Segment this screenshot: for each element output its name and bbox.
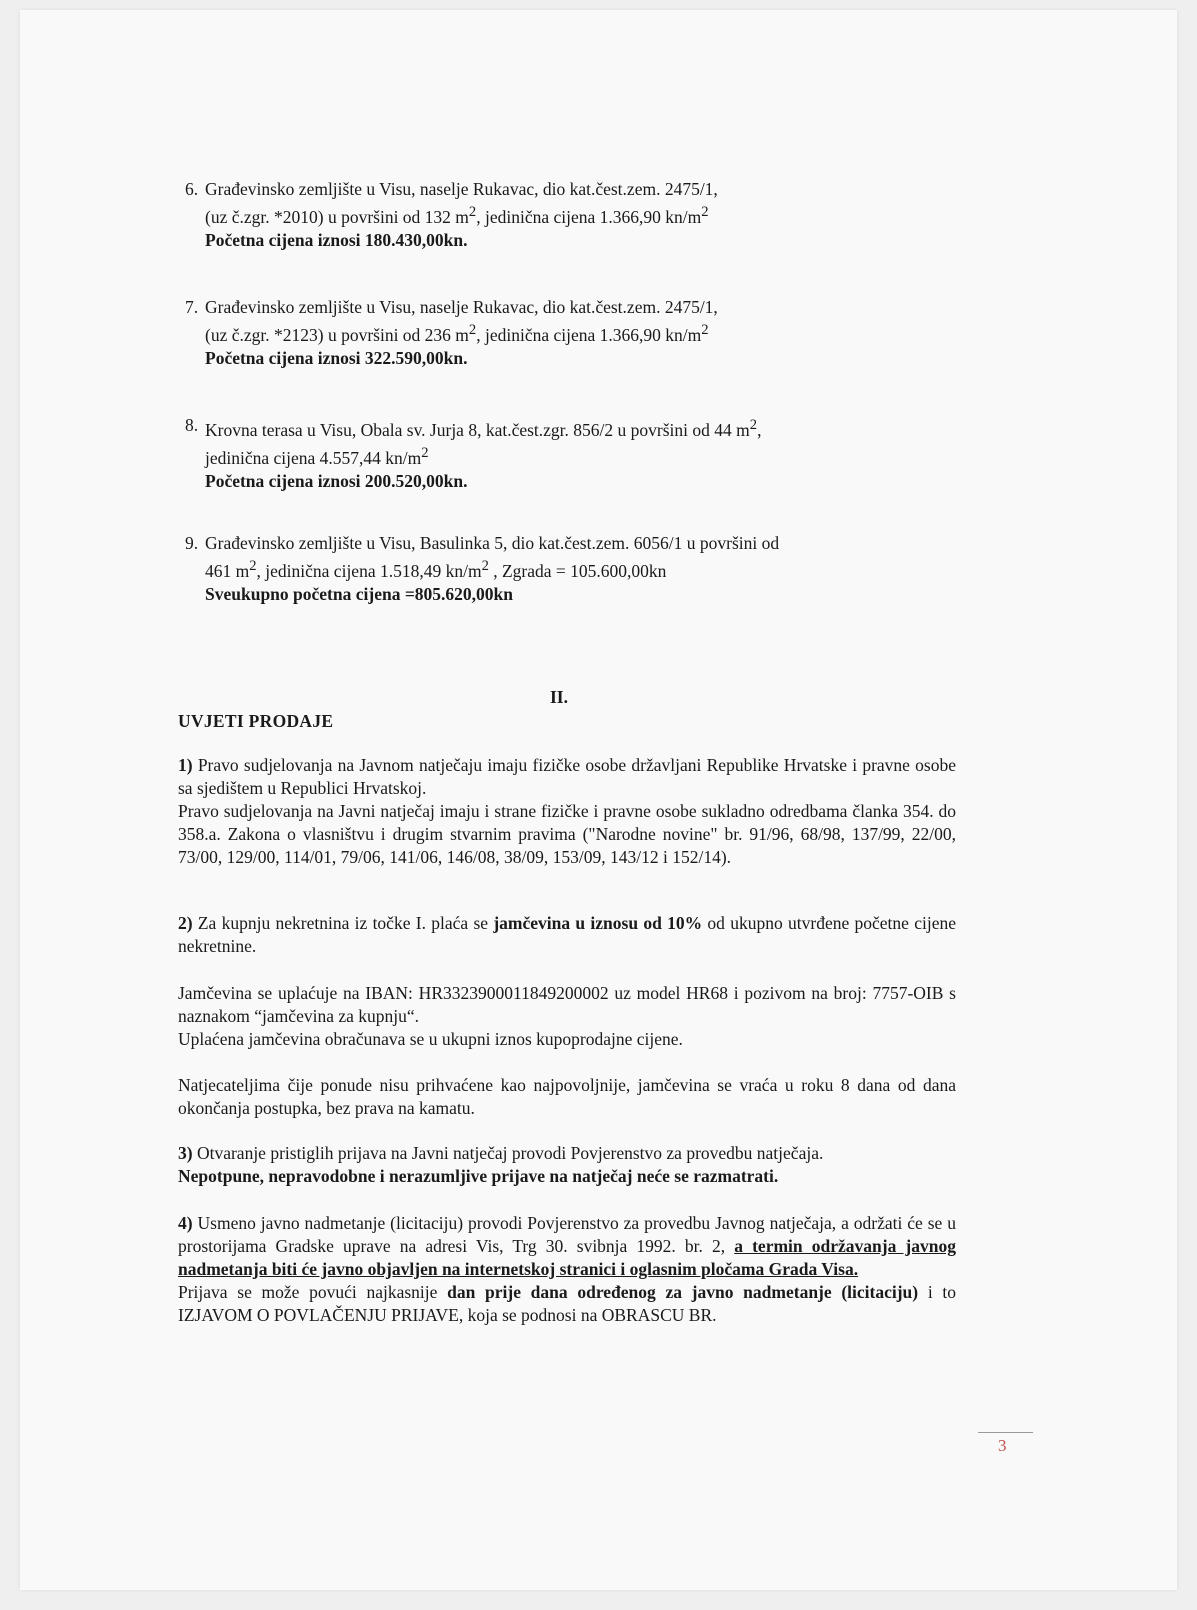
- condition-paragraph: 3) Otvaranje pristiglih prijava na Javni natječaj provodi Povjerenstvo za provedbu natječaja.: [178, 1143, 824, 1163]
- item-number: 6.: [185, 179, 199, 199]
- deposit-return-paragraph: Natjecateljima čije ponude nisu prihvaćene kao najpovoljnije, jamčevina se vraća u roku 8 dana od dana okončanja postupka, bez prava na kamatu.: [178, 1075, 956, 1118]
- condition-paragraph: 2) Za kupnju nekretnina iz točke I. plaća se jamčevina u iznosu od 10% od ukupno utvrđene početne cijene nekretnine.: [178, 913, 956, 956]
- condition-4: [178, 1212, 956, 1327]
- condition-paragraph: 1) Pravo sudjelovanja na Javnom natječaju imaju fizičke osobe državljani Republike Hrvatske i pravne osobe sa sjedištem u Republici Hrvatskoj.: [178, 755, 956, 798]
- item-number: 8.: [185, 415, 199, 435]
- condition-3: [178, 1142, 956, 1188]
- underlined-notice: a termin održavanja javnog nadmetanja biti će javno objavljen na internetskoj stranici i oglasnim pločama Grada Visa.: [178, 1236, 956, 1279]
- list-item-7: [185, 296, 955, 370]
- list-item-9: [185, 532, 955, 606]
- list-item-6: [185, 178, 955, 252]
- page-number: 3: [998, 1436, 1007, 1455]
- item-price: Sveukupno početna cijena =805.620,00kn: [205, 583, 514, 604]
- item-number: 9.: [185, 533, 199, 553]
- condition-bold-note: Nepotpune, nepravodobne i nerazumljive prijave na natječaj neće se razmatrati.: [178, 1166, 779, 1186]
- section-number: II.: [550, 687, 568, 707]
- condition-1: [178, 754, 956, 869]
- item-line: Građevinsko zemljište u Visu, naselje Rukavac, dio kat.čest.zem. 2475/1,: [205, 179, 718, 199]
- item-line: jedinična cijena 4.557,44 $kn/m^2$: [205, 444, 429, 468]
- withdrawal-paragraph: Prijava se može povući najkasnije dan prije dana određenog za javno nadmetanje (licitaciju) i to IZJAVOM O POVLAČENJU PRIJAVE, koja se podnosi na OBRASCU BR.: [178, 1282, 956, 1325]
- item-line: (uz č.zgr. *2010) u površini od 132 $m^2$, jedinična cijena 1.366,90 $kn/m^2$: [205, 204, 709, 227]
- item-line: Krovna terasa u Visu, Obala sv. Jurja 8, kat.čest.zgr. 856/2 u površini od 44 $m^2$,: [205, 417, 762, 440]
- section-title: UVJETI PRODAJE: [178, 711, 334, 731]
- list-item-8: [185, 414, 955, 493]
- deposit-iban-paragraph: Jamčevina se uplaćuje na IBAN: HR3323900011849200002 uz model HR68 i pozivom na broj: 7757-OIB s naznakom “jamčevina za kupnju“. Uplaćena jamčevina obračunava se u ukupni iznos kupoprodajne cijene.: [178, 983, 956, 1049]
- condition-2: [178, 912, 956, 958]
- condition-paragraph: 4) Usmeno javno nadmetanje (licitaciju) provodi Povjerenstvo za provedbu Javnog natječaja, a održati će se u prostorijama Gradske uprave na adresi Vis, Trg 30. svibnja 1992. br. 2, a termin održavanja javnog nadmetanja biti će javno objavljen na internetskoj stranici i oglasnim pločama Grada Visa.: [178, 1213, 956, 1279]
- document-page: [20, 10, 1177, 1590]
- page-number-divider: [978, 1432, 1033, 1433]
- item-number: 7.: [185, 297, 199, 317]
- item-line: 461 $m^2$, jedinična cijena 1.518,49 $kn/m^2$ , Zgrada = 105.600,00kn: [205, 558, 667, 581]
- item-price: Početna cijena iznosi 322.590,00kn.: [205, 347, 468, 368]
- item-line: Građevinsko zemljište u Visu, Basulinka 5, dio kat.čest.zem. 6056/1 u površini od: [205, 533, 780, 553]
- item-price: Početna cijena iznosi 180.430,00kn.: [205, 229, 468, 250]
- item-price: Početna cijena iznosi 200.520,00kn.: [205, 470, 468, 491]
- item-line: (uz č.zgr. *2123) u površini od 236 $m^2$, jedinična cijena 1.366,90 $kn/m^2$: [205, 322, 709, 345]
- item-line: Građevinsko zemljište u Visu, naselje Rukavac, dio kat.čest.zem. 2475/1,: [205, 297, 718, 317]
- condition-paragraph: Pravo sudjelovanja na Javni natječaj imaju i strane fizičke i pravne osobe sukladno odredbama članka 354. do 358.a. Zakona o vlasništvu i drugim stvarnim pravima ("Narodne novine" br. 91/96, 68/98, 137/99, 22/00, 73/00, 129/00, 114/01, 79/06, 141/06, 146/08, 38/09, 153/09, 143/12 i 152/14).: [178, 801, 956, 867]
